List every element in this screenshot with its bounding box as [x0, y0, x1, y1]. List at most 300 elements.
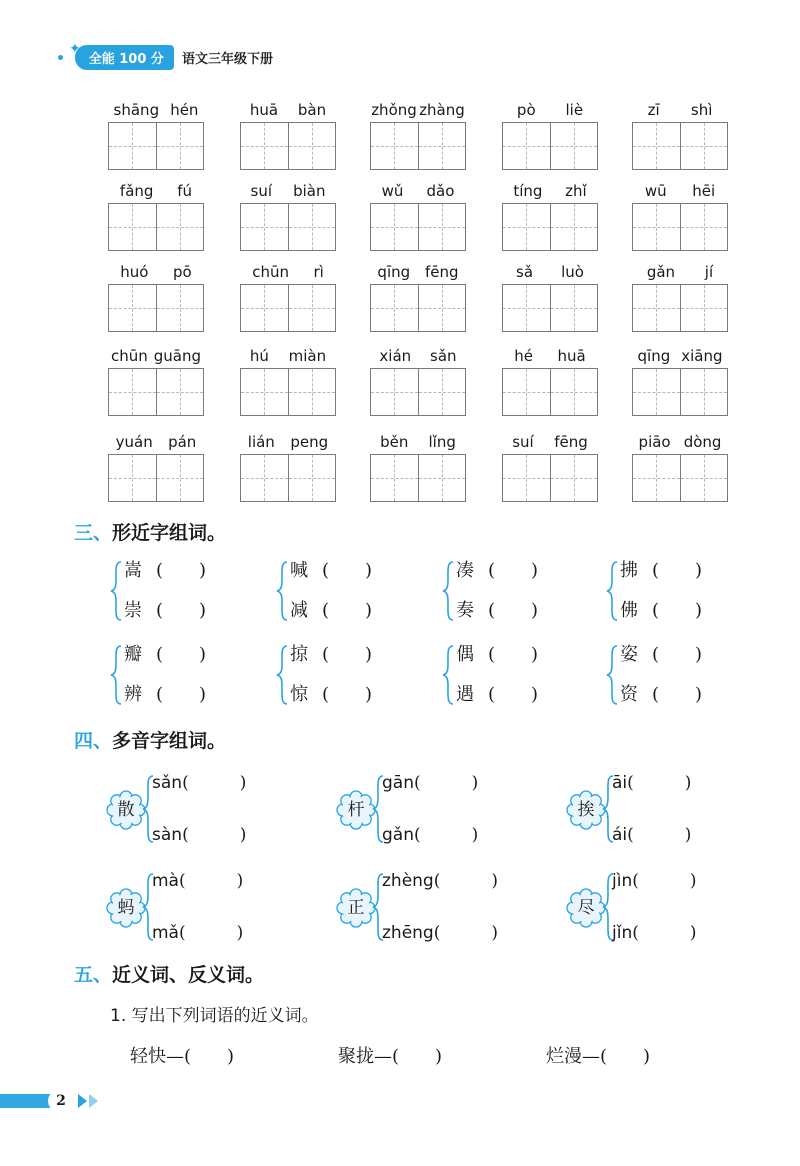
- answer-blank[interactable]: ( ): [182, 825, 247, 845]
- flower-badge-icon: [336, 790, 376, 830]
- tianzige-cell[interactable]: [156, 455, 204, 501]
- pinyin-label: [370, 181, 466, 201]
- tianzige-cell[interactable]: [371, 123, 418, 169]
- pinyin-label: [370, 432, 466, 452]
- pinyin-reading: ái: [612, 825, 628, 845]
- tianzige-box[interactable]: [108, 122, 204, 170]
- reading-row: [152, 820, 246, 845]
- answer-blank[interactable]: ( ): [322, 644, 373, 665]
- section-3-title: 三、形近字组词。: [74, 522, 227, 544]
- pinyin-syllable: xiāng: [681, 347, 723, 365]
- arrow-icon: [89, 1094, 98, 1108]
- pinyin-syllable: bàn: [297, 101, 327, 119]
- header-badge: 全能 100 分: [75, 45, 174, 70]
- pinyin-syllable: huā: [249, 101, 279, 119]
- synonym-item: 轻快—( ): [130, 1046, 235, 1067]
- pinyin-reading: sàn: [152, 825, 183, 845]
- word-grid-item: [632, 346, 728, 416]
- tianzige-cell[interactable]: [503, 455, 550, 501]
- pinyin-syllable: fǎng: [119, 182, 154, 200]
- tianzige-cell[interactable]: [109, 285, 156, 331]
- tianzige-box[interactable]: [240, 203, 336, 251]
- tianzige-cell[interactable]: [109, 369, 156, 415]
- answer-blank[interactable]: ( ): [652, 600, 703, 621]
- tianzige-box[interactable]: [632, 122, 728, 170]
- char-answer-row: [124, 556, 206, 582]
- page-footer: [0, 1090, 110, 1112]
- char-answer-row: [620, 680, 702, 706]
- tianzige-cell[interactable]: [633, 204, 680, 250]
- word-grid-item: [502, 100, 598, 170]
- word-grid-item: [108, 432, 204, 502]
- tianzige-box[interactable]: [108, 454, 204, 502]
- tianzige-box[interactable]: [632, 368, 728, 416]
- pinyin-syllable: huó: [120, 263, 149, 281]
- polyphonic-character: 蚂: [117, 898, 135, 918]
- answer-blank[interactable]: ( ): [156, 684, 207, 705]
- character: 资: [620, 684, 638, 705]
- tianzige-box[interactable]: [240, 284, 336, 332]
- pinyin-label: [108, 181, 204, 201]
- tianzige-cell[interactable]: [550, 204, 598, 250]
- brace-icon: [442, 560, 454, 626]
- pinyin-label: [502, 100, 598, 120]
- answer-blank[interactable]: ( ): [627, 825, 692, 845]
- answer-blank[interactable]: ( ): [413, 773, 479, 793]
- page-number: 2: [48, 1090, 74, 1112]
- character: 瓣: [124, 644, 142, 665]
- pinyin-syllable: suí: [250, 182, 273, 200]
- answer-blank[interactable]: ( ): [632, 871, 697, 891]
- tianzige-cell[interactable]: [633, 369, 680, 415]
- page-header: [58, 41, 273, 70]
- pinyin-syllable: shāng: [113, 101, 160, 119]
- tianzige-box[interactable]: [502, 454, 598, 502]
- answer-blank[interactable]: ( ): [433, 923, 498, 943]
- character: 减: [290, 600, 308, 621]
- tianzige-box[interactable]: [502, 122, 598, 170]
- polyphonic-item: [106, 768, 286, 858]
- pinyin-reading: jǐn: [612, 923, 633, 943]
- reading-row: [382, 918, 498, 943]
- tianzige-cell[interactable]: [680, 204, 728, 250]
- pinyin-syllable: hén: [170, 101, 199, 119]
- word-grid-item: [502, 262, 598, 332]
- pinyin-label: [370, 262, 466, 282]
- answer-blank[interactable]: ( ): [488, 600, 539, 621]
- word-grid-item: [240, 432, 336, 502]
- similar-char-pair: [276, 640, 406, 720]
- word-grid-item: [370, 181, 466, 251]
- tianzige-cell[interactable]: [503, 123, 550, 169]
- pinyin-syllable: biàn: [293, 182, 326, 200]
- polyphonic-character: 挨: [577, 800, 595, 820]
- char-answer-row: [456, 596, 538, 622]
- pinyin-syllable: wǔ: [381, 182, 404, 200]
- answer-blank[interactable]: ( ): [488, 644, 539, 665]
- pinyin-label: [502, 181, 598, 201]
- answer-blank[interactable]: ( ): [433, 871, 498, 891]
- pinyin-label: [240, 181, 336, 201]
- pinyin-label: [632, 262, 728, 282]
- word-grid-item: [108, 262, 204, 332]
- pinyin-syllable: qīng: [637, 347, 671, 365]
- answer-blank[interactable]: ( ): [182, 773, 247, 793]
- tianzige-cell[interactable]: [503, 204, 550, 250]
- char-answer-row: [456, 556, 538, 582]
- pinyin-syllable: sǎn: [430, 347, 457, 365]
- flower-badge-icon: [106, 790, 146, 830]
- pinyin-label: [632, 432, 728, 452]
- char-answer-row: [456, 640, 538, 666]
- pinyin-reading: sǎn: [152, 773, 183, 793]
- reading-row: [382, 768, 478, 793]
- pinyin-label: [632, 181, 728, 201]
- polyphonic-item: [566, 866, 746, 956]
- brace-icon: [276, 560, 288, 626]
- brace-icon: [606, 644, 618, 710]
- tianzige-cell[interactable]: [418, 285, 466, 331]
- pinyin-syllable: peng: [290, 433, 329, 451]
- character: 偶: [456, 644, 474, 665]
- pinyin-syllable: shì: [690, 101, 713, 119]
- pinyin-syllable: zhǒng: [371, 101, 417, 119]
- synonym-item: 聚拢—( ): [338, 1046, 443, 1067]
- tianzige-box[interactable]: [502, 284, 598, 332]
- pinyin-label: [370, 346, 466, 366]
- answer-blank[interactable]: ( ): [156, 644, 207, 665]
- tianzige-cell[interactable]: [288, 204, 336, 250]
- tianzige-cell[interactable]: [156, 285, 204, 331]
- section-5-title: 五、近义词、反义词。: [74, 964, 265, 986]
- tianzige-box[interactable]: [370, 368, 466, 416]
- pinyin-label: [108, 262, 204, 282]
- tianzige-cell[interactable]: [371, 369, 418, 415]
- pinyin-syllable: pō: [173, 263, 192, 281]
- pinyin-label: [240, 432, 336, 452]
- reading-row: [612, 918, 697, 943]
- tianzige-cell[interactable]: [418, 369, 466, 415]
- pinyin-syllable: dòng: [683, 433, 722, 451]
- similar-char-pair: [442, 640, 572, 720]
- word-grid-item: [632, 432, 728, 502]
- char-answer-row: [290, 556, 372, 582]
- character: 遇: [456, 684, 474, 705]
- reading-row: [382, 820, 478, 845]
- polyphonic-character: 正: [347, 898, 365, 918]
- brace-icon: [110, 560, 122, 626]
- pinyin-syllable: miàn: [288, 347, 327, 365]
- star-icon: ✦: [69, 41, 81, 57]
- pinyin-reading: āi: [612, 773, 628, 793]
- char-answer-row: [620, 640, 702, 666]
- similar-char-pair: [110, 556, 240, 636]
- answer-blank[interactable]: ( ): [652, 684, 703, 705]
- pinyin-syllable: xián: [379, 347, 412, 365]
- tianzige-cell[interactable]: [418, 455, 466, 501]
- pinyin-label: [108, 432, 204, 452]
- pinyin-syllable: zī: [647, 101, 660, 119]
- pinyin-syllable: zhǐ: [565, 182, 587, 200]
- reading-row: [382, 866, 498, 891]
- tianzige-cell[interactable]: [371, 285, 418, 331]
- tianzige-box[interactable]: [108, 284, 204, 332]
- pinyin-label: [370, 100, 466, 120]
- pinyin-syllable: wū: [644, 182, 667, 200]
- word-grid-item: [370, 262, 466, 332]
- tianzige-cell[interactable]: [418, 123, 466, 169]
- pinyin-syllable: liè: [565, 101, 584, 119]
- tianzige-cell[interactable]: [503, 369, 550, 415]
- answer-blank[interactable]: ( ): [632, 923, 697, 943]
- tianzige-box[interactable]: [240, 454, 336, 502]
- reading-row: [612, 768, 691, 793]
- tianzige-cell[interactable]: [288, 123, 336, 169]
- pinyin-syllable: lián: [247, 433, 275, 451]
- word-grid-item: [632, 100, 728, 170]
- reading-row: [152, 768, 246, 793]
- tianzige-cell[interactable]: [109, 455, 156, 501]
- tianzige-cell[interactable]: [680, 369, 728, 415]
- word-grid-item: [108, 181, 204, 251]
- word-grid-item: [240, 100, 336, 170]
- pinyin-label: [502, 432, 598, 452]
- synonym-instruction: 1. 写出下列词语的近义词。: [110, 1006, 319, 1026]
- word-grid-item: [240, 181, 336, 251]
- pinyin-reading: zhēng: [382, 923, 434, 943]
- tianzige-box[interactable]: [502, 203, 598, 251]
- pinyin-syllable: luò: [561, 263, 584, 281]
- char-answer-row: [290, 640, 372, 666]
- tianzige-cell[interactable]: [288, 285, 336, 331]
- synonym-item: 烂漫—( ): [546, 1046, 651, 1067]
- reading-row: [612, 866, 697, 891]
- reading-row: [152, 918, 243, 943]
- word-grid-item: [632, 262, 728, 332]
- character: 奏: [456, 600, 474, 621]
- pinyin-syllable: hēi: [692, 182, 716, 200]
- brace-icon: [442, 644, 454, 710]
- answer-blank[interactable]: ( ): [156, 560, 207, 581]
- polyphonic-item: [566, 768, 746, 858]
- flower-badge-icon: [336, 888, 376, 928]
- pinyin-reading: zhèng: [382, 871, 434, 891]
- tianzige-cell[interactable]: [288, 369, 336, 415]
- pinyin-syllable: jí: [704, 263, 714, 281]
- tianzige-box[interactable]: [632, 203, 728, 251]
- brace-icon: [110, 644, 122, 710]
- flower-badge-icon: [566, 790, 606, 830]
- pinyin-reading: mà: [152, 871, 179, 891]
- pinyin-syllable: pán: [168, 433, 197, 451]
- character: 姿: [620, 644, 638, 665]
- tianzige-cell[interactable]: [371, 204, 418, 250]
- char-answer-row: [456, 680, 538, 706]
- pinyin-label: [240, 262, 336, 282]
- pinyin-syllable: pò: [516, 101, 536, 119]
- tianzige-cell[interactable]: [680, 455, 728, 501]
- pinyin-syllable: hé: [514, 347, 533, 365]
- tianzige-box[interactable]: [370, 454, 466, 502]
- pinyin-syllable: yuán: [115, 433, 153, 451]
- pinyin-reading: mǎ: [152, 923, 179, 943]
- polyphonic-item: [106, 866, 286, 956]
- pinyin-label: [632, 346, 728, 366]
- tianzige-box[interactable]: [502, 368, 598, 416]
- tianzige-cell[interactable]: [288, 455, 336, 501]
- character: 喊: [290, 560, 308, 581]
- tianzige-cell[interactable]: [680, 285, 728, 331]
- word-grid-item: [370, 432, 466, 502]
- dot-icon: [58, 55, 63, 60]
- word-grid-item: [370, 100, 466, 170]
- tianzige-box[interactable]: [370, 284, 466, 332]
- tianzige-box[interactable]: [632, 284, 728, 332]
- character: 凑: [456, 560, 474, 581]
- answer-blank[interactable]: ( ): [156, 600, 207, 621]
- char-answer-row: [620, 596, 702, 622]
- answer-blank[interactable]: ( ): [652, 644, 703, 665]
- flower-badge-icon: [566, 888, 606, 928]
- tianzige-cell[interactable]: [550, 123, 598, 169]
- pinyin-syllable: fēng: [425, 263, 459, 281]
- tianzige-cell[interactable]: [371, 455, 418, 501]
- pinyin-syllable: gǎn: [646, 263, 676, 281]
- reading-row: [152, 866, 243, 891]
- pinyin-syllable: huā: [557, 347, 586, 365]
- tianzige-box[interactable]: [108, 203, 204, 251]
- pinyin-syllable: guāng: [153, 347, 201, 365]
- pinyin-syllable: fú: [177, 182, 193, 200]
- answer-blank[interactable]: ( ): [322, 560, 373, 581]
- tianzige-cell[interactable]: [633, 285, 680, 331]
- tianzige-cell[interactable]: [550, 369, 598, 415]
- tianzige-box[interactable]: [632, 454, 728, 502]
- pinyin-reading: jìn: [612, 871, 633, 891]
- pinyin-label: [502, 262, 598, 282]
- pinyin-reading: gān: [382, 773, 414, 793]
- tianzige-cell[interactable]: [418, 204, 466, 250]
- polyphonic-character: 尽: [577, 898, 595, 918]
- tianzige-cell[interactable]: [109, 204, 156, 250]
- character: 辨: [124, 684, 142, 705]
- tianzige-cell[interactable]: [503, 285, 550, 331]
- pinyin-label: [502, 346, 598, 366]
- pinyin-reading: gǎn: [382, 825, 414, 845]
- answer-blank[interactable]: ( ): [488, 684, 539, 705]
- pinyin-label: [632, 100, 728, 120]
- pinyin-syllable: dǎo: [426, 182, 455, 200]
- pinyin-syllable: suí: [512, 433, 534, 451]
- tianzige-cell[interactable]: [550, 285, 598, 331]
- word-grid-item: [240, 346, 336, 416]
- word-grid-item: [240, 262, 336, 332]
- polyphonic-item: [336, 866, 516, 956]
- answer-blank[interactable]: ( ): [178, 923, 244, 943]
- word-grid-item: [502, 432, 598, 502]
- char-answer-row: [290, 680, 372, 706]
- pinyin-syllable: qīng: [377, 263, 411, 281]
- character: 崇: [124, 600, 142, 621]
- character: 拂: [620, 560, 638, 581]
- reading-row: [612, 820, 691, 845]
- flower-badge-icon: [106, 888, 146, 928]
- similar-char-pair: [442, 556, 572, 636]
- pinyin-syllable: běn: [380, 433, 409, 451]
- polyphonic-item: [336, 768, 516, 858]
- word-grid-item: [108, 346, 204, 416]
- similar-char-pair: [276, 556, 406, 636]
- answer-blank[interactable]: ( ): [322, 600, 373, 621]
- character: 佛: [620, 600, 638, 621]
- character: 惊: [290, 684, 308, 705]
- answer-blank[interactable]: ( ): [413, 825, 479, 845]
- tianzige-box[interactable]: [370, 203, 466, 251]
- brace-icon: [606, 560, 618, 626]
- answer-blank[interactable]: ( ): [627, 773, 692, 793]
- tianzige-cell[interactable]: [109, 123, 156, 169]
- word-grid-item: [108, 100, 204, 170]
- tianzige-box[interactable]: [370, 122, 466, 170]
- tianzige-cell[interactable]: [156, 369, 204, 415]
- character: 掠: [290, 644, 308, 665]
- pinyin-syllable: chūn: [110, 347, 148, 365]
- tianzige-cell[interactable]: [241, 123, 288, 169]
- tianzige-cell[interactable]: [241, 455, 288, 501]
- answer-blank[interactable]: ( ): [652, 560, 703, 581]
- book-title: 语文三年级下册: [181, 51, 273, 67]
- similar-char-pair: [606, 556, 736, 636]
- tianzige-cell[interactable]: [241, 369, 288, 415]
- tianzige-box[interactable]: [240, 122, 336, 170]
- polyphonic-character: 散: [117, 800, 135, 820]
- tianzige-cell[interactable]: [633, 123, 680, 169]
- word-grid-item: [370, 346, 466, 416]
- answer-blank[interactable]: ( ): [488, 560, 539, 581]
- pinyin-syllable: fēng: [554, 433, 588, 451]
- pinyin-label: [108, 100, 204, 120]
- pinyin-syllable: tíng: [513, 182, 543, 200]
- pinyin-label: [108, 346, 204, 366]
- char-answer-row: [290, 596, 372, 622]
- tianzige-cell[interactable]: [241, 285, 288, 331]
- polyphonic-character: 杆: [347, 800, 365, 820]
- similar-char-pair: [606, 640, 736, 720]
- char-answer-row: [124, 680, 206, 706]
- tianzige-cell[interactable]: [633, 455, 680, 501]
- tianzige-cell[interactable]: [680, 123, 728, 169]
- answer-blank[interactable]: ( ): [178, 871, 244, 891]
- section-4-title: 四、多音字组词。: [74, 730, 227, 752]
- pinyin-syllable: chūn: [252, 263, 289, 281]
- char-answer-row: [124, 640, 206, 666]
- pinyin-syllable: hú: [249, 347, 269, 365]
- tianzige-box[interactable]: [108, 368, 204, 416]
- arrow-icon: [78, 1094, 87, 1108]
- char-answer-row: [124, 596, 206, 622]
- tianzige-cell[interactable]: [550, 455, 598, 501]
- pinyin-syllable: rì: [313, 263, 324, 281]
- tianzige-box[interactable]: [240, 368, 336, 416]
- tianzige-cell[interactable]: [241, 204, 288, 250]
- word-grid-item: [502, 181, 598, 251]
- answer-blank[interactable]: ( ): [322, 684, 373, 705]
- pinyin-syllable: lǐng: [428, 433, 456, 451]
- pinyin-syllable: piāo: [638, 433, 671, 451]
- tianzige-cell[interactable]: [156, 123, 204, 169]
- word-grid-item: [632, 181, 728, 251]
- tianzige-cell[interactable]: [156, 204, 204, 250]
